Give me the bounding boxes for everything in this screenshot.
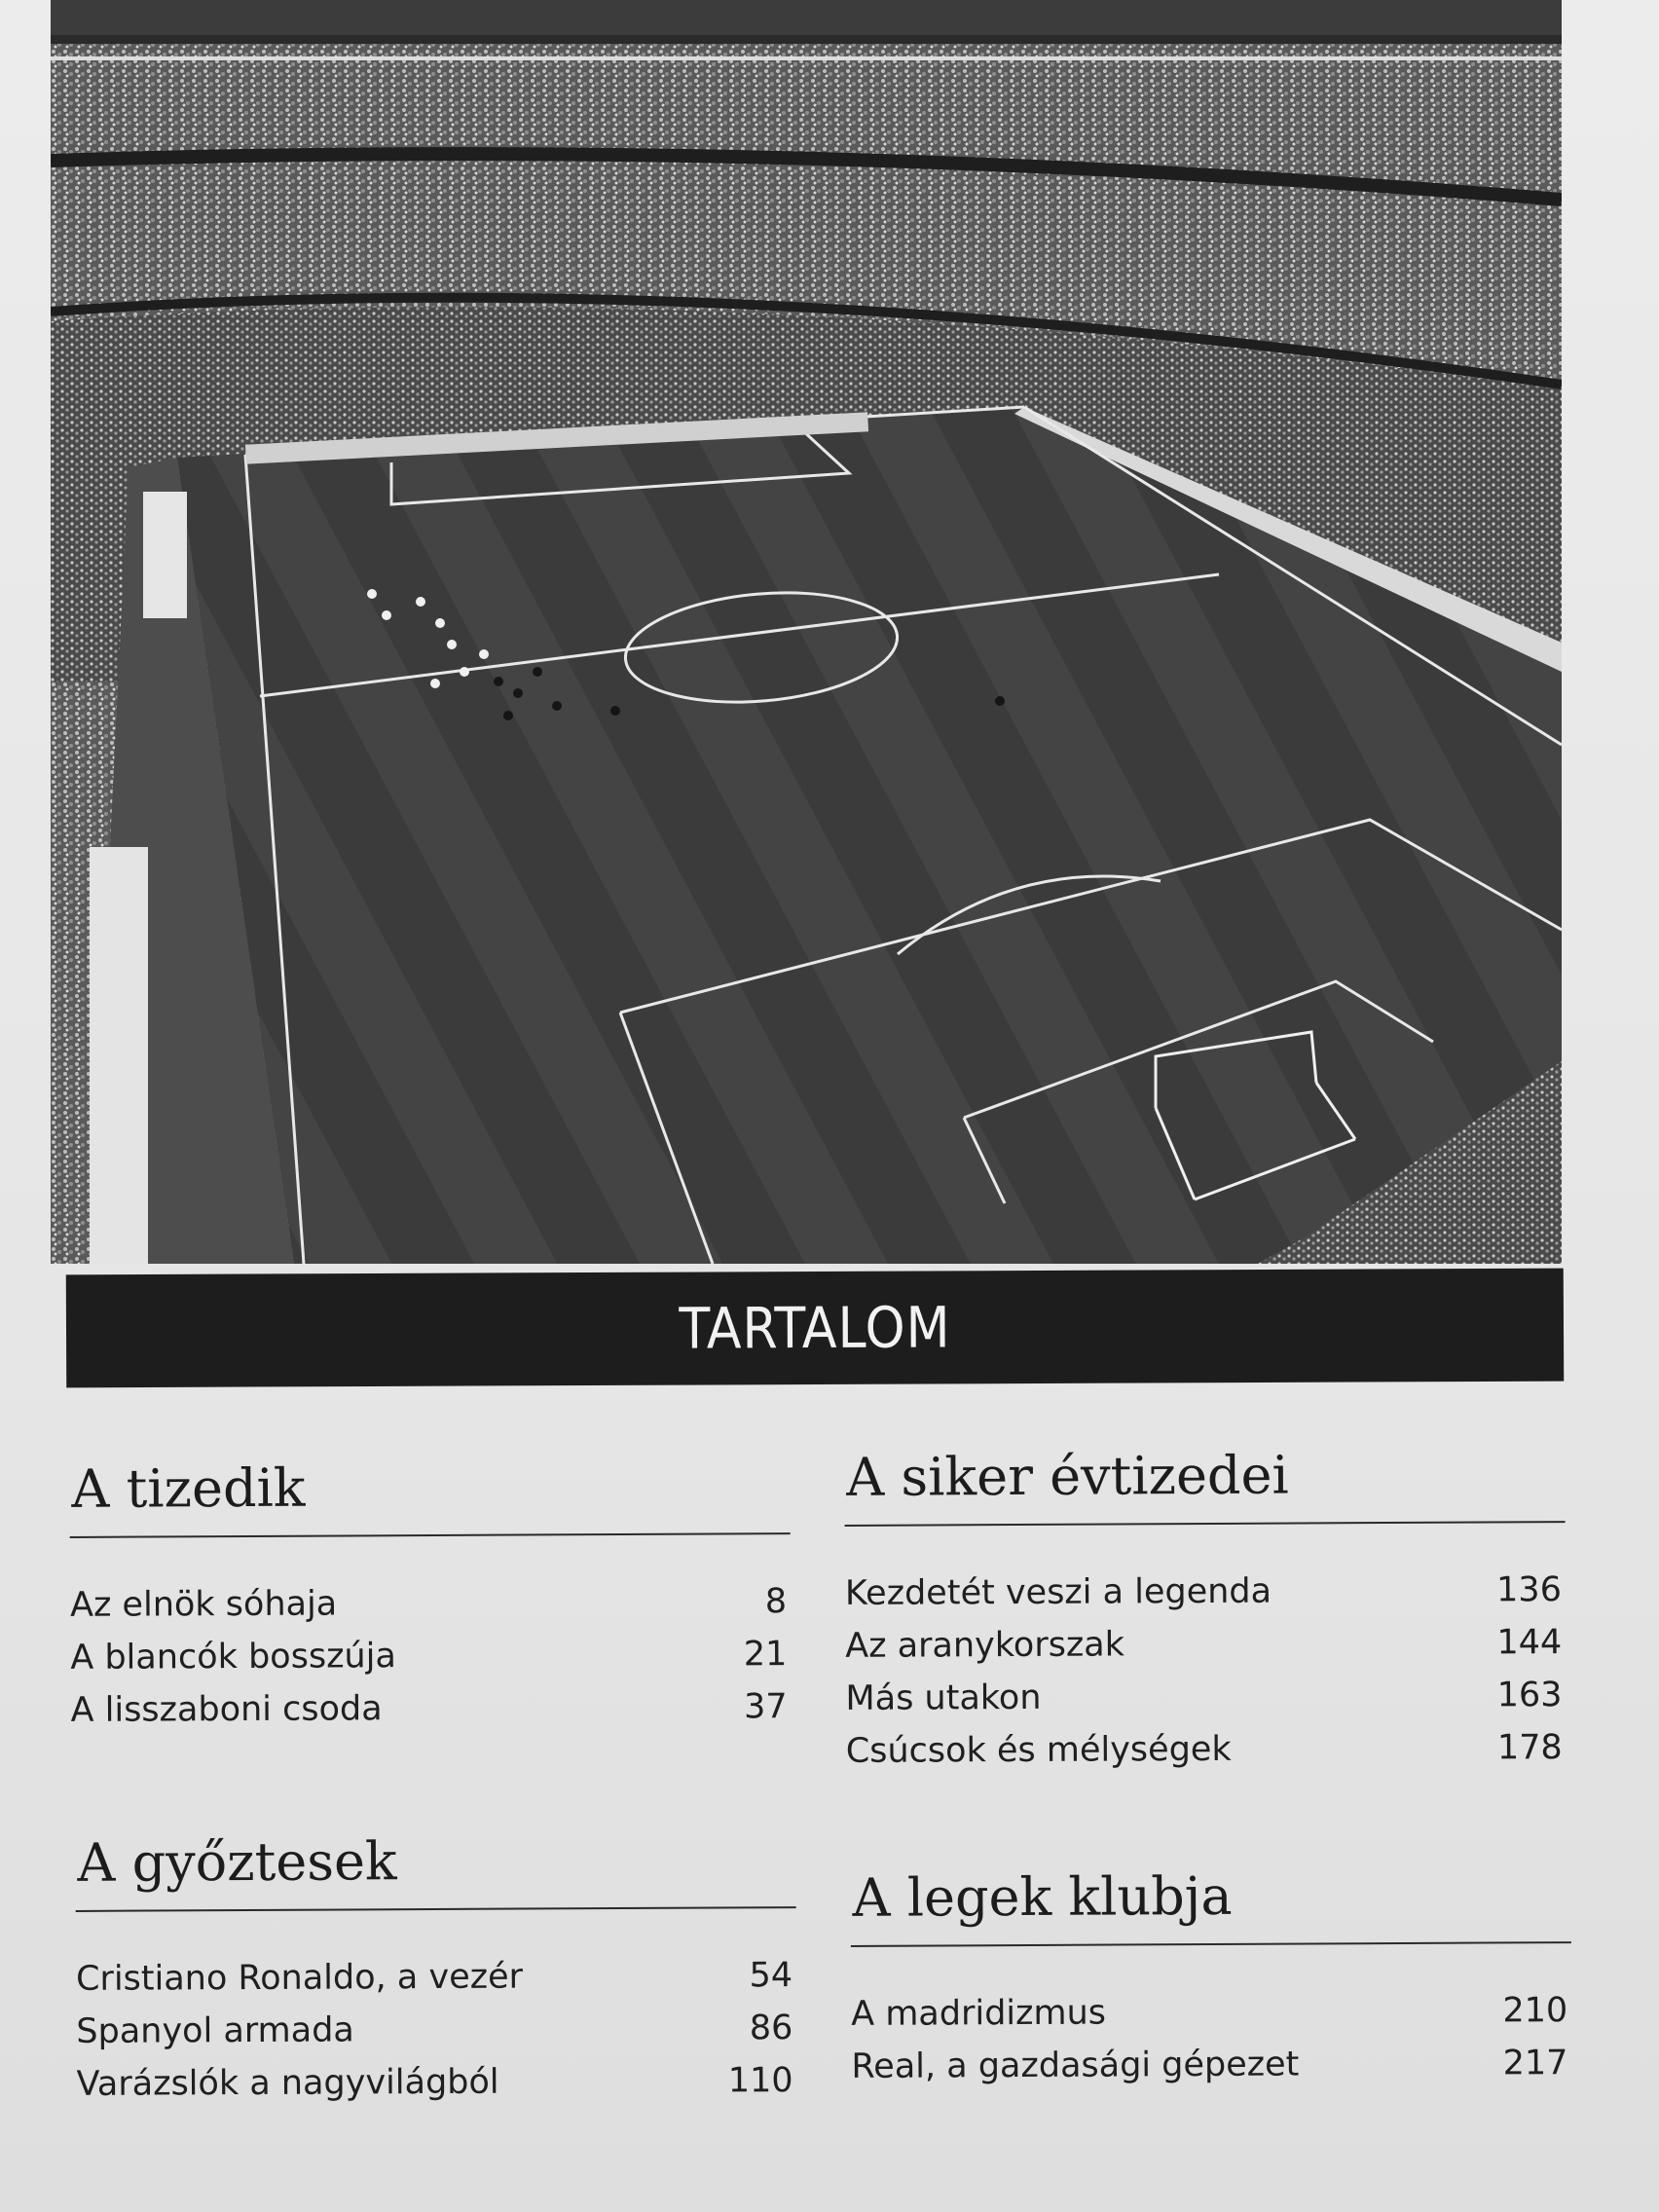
toc-entry-title: Az elnök sóhaja xyxy=(69,1584,338,1625)
section-divider xyxy=(851,1941,1571,1947)
section-title: A tizedik xyxy=(71,1456,306,1520)
toc-entry-title: Csúcsok és mélységek xyxy=(845,1729,1232,1771)
toc-list xyxy=(851,1984,1572,2093)
toc-entry[interactable] xyxy=(845,1669,1566,1725)
toc-entry[interactable] xyxy=(845,1616,1566,1673)
stadium-illustration xyxy=(51,0,1562,1264)
toc-entry-title: Kezdetét veszi a legenda xyxy=(844,1571,1272,1613)
contents-title: TARTALOM xyxy=(679,1294,951,1362)
toc-entry-title: Real, a gazdasági gépezet xyxy=(851,2045,1300,2086)
toc-entry[interactable] xyxy=(70,1575,791,1632)
toc-entry[interactable] xyxy=(76,2054,796,2111)
toc-entry-page: 54 xyxy=(749,1956,793,1996)
section-divider xyxy=(845,1521,1566,1527)
toc-entry-page: 8 xyxy=(764,1582,788,1622)
toc-entry-page: 37 xyxy=(743,1687,788,1727)
toc-entry[interactable] xyxy=(70,1680,791,1737)
toc-list xyxy=(70,1575,792,1737)
toc-entry-title: Az aranykorszak xyxy=(845,1625,1125,1666)
section-title: A siker évtizedei xyxy=(846,1444,1289,1508)
toc-entry-page: 210 xyxy=(1502,1991,1568,2031)
toc-entry[interactable] xyxy=(76,2002,796,2058)
toc-entry-page: 163 xyxy=(1496,1676,1563,1715)
toc-entry[interactable] xyxy=(851,2037,1571,2093)
toc-entry[interactable] xyxy=(851,1984,1571,2041)
section-title: A győztesek xyxy=(77,1830,397,1894)
toc-entry[interactable] xyxy=(845,1564,1566,1620)
contents-banner xyxy=(66,1269,1564,1388)
toc-entry[interactable] xyxy=(846,1721,1567,1778)
toc-section-a-tizedik xyxy=(69,1449,792,1737)
stadium-photo xyxy=(51,0,1562,1264)
toc-entry-page: 144 xyxy=(1496,1623,1563,1663)
toc-entry-title: A madridizmus xyxy=(851,1993,1107,2034)
toc-list xyxy=(76,1949,797,2111)
toc-entry[interactable] xyxy=(70,1628,791,1684)
toc-entry-title: Cristiano Ronaldo, a vezér xyxy=(75,1957,524,1999)
toc-entry-title: Varázslók a nagyvilágból xyxy=(76,2062,499,2104)
toc-entry-page: 86 xyxy=(749,2009,793,2048)
toc-entry-title: A blancók bosszúja xyxy=(70,1637,396,1677)
toc-entry-page: 178 xyxy=(1496,1728,1563,1768)
section-divider xyxy=(76,1906,796,1912)
toc-entry-page: 21 xyxy=(743,1635,788,1675)
toc-section-a-legek-klubja xyxy=(850,1858,1571,2093)
toc-section-a-gyoztesek xyxy=(75,1823,797,2111)
toc-entry-title: Más utakon xyxy=(845,1677,1042,1718)
toc-entry-page: 110 xyxy=(727,2061,793,2101)
toc-list xyxy=(845,1564,1567,1778)
toc-entry-page: 217 xyxy=(1502,2044,1568,2083)
toc-section-a-siker-evtizedei xyxy=(844,1437,1567,1778)
toc-entry-title: Spanyol armada xyxy=(76,2010,354,2051)
toc-entry-title: A lisszaboni csoda xyxy=(70,1689,383,1730)
section-title: A legek klubja xyxy=(852,1864,1233,1929)
toc-entry[interactable] xyxy=(76,1949,796,2006)
section-divider xyxy=(70,1532,791,1538)
toc-entry-page: 136 xyxy=(1495,1570,1563,1610)
